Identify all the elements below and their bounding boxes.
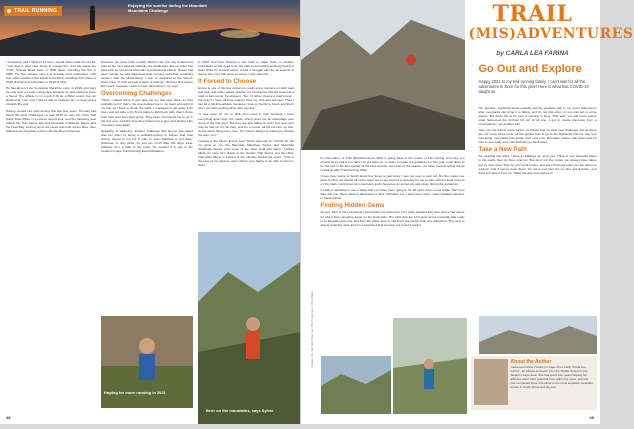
left-column-1 [6,60,96,410]
paragraph: It really is amazing to see a place that you have been going to for 20 years from a new angle. Don't just hike and you, these allow to backpacks in Muir, Michaels, etc. I have been there, many feasible-intensive in South Africa! [320,188,465,201]
paragraph: he first edition of Trail (Mis)Adventures 2021 is going back to the routes of trail running, and why you should all try trail if you have not yet done so. In order to make our guidance for this year, most likely to be the first in the last quarter of the race and the best start of the season, we have most amazing things to look at after Trail Running 2020. [320,156,465,173]
cliff-photo [301,0,465,150]
section-tag [4,6,62,16]
right-column-2 [479,106,597,312]
cliff-image [301,0,465,150]
subheading: It Forced to Choose [198,78,257,86]
author-photo [474,359,508,405]
title-line-1: TRAIL [492,1,573,27]
paragraph: He has also run the Comrades Marathon once, in 2019, and says he only took on such a long race because he was asked to pace a friend. The athlete is on a sub-7:30 for a 50km event, but ran finished at 7:22, and I had to wait to motivate him to keep going towards the end. [6,86,96,107]
section-heading: Go Out and Explore [478,63,582,75]
trail-image [393,318,467,414]
about-heading: About the Author [510,359,552,365]
paragraph: "It was easy for me to shift from road to trail, because I have everything apart from the roads, which gives me an advantage over some of the trail guys. But they are also different, and I just now can't only do trail run for the start, and I'm a runner, all the rest are my feet, do the same thing every race. So I had to adapt my training to change the way I run." [198,112,294,137]
middle-photo-caption: Hoping for more running in 2021 [104,390,166,395]
photo-credit [307,250,313,370]
paragraph: "When I talked them to just give me my last race back, as they probably won't" that's, the one doubled me in my heart and eight in my feet so I liked to check the walls. I managed to get away from there and am able to try find a place to fight back with, then I chose from their and then kept going. They have not helped me to go in the line and, and this time they picked out a gym and finished the mountain route again. [101,98,193,127]
section-tag-label: TRAIL RUNNING [14,8,58,14]
paragraph: However, he came back in early 2020 to win the City Koftenorms race at the next attempt. Actually, the challenges Emme writer this past year as I personal Mountain a professional athlete. Braver has been mental, he was diagnosed after running more than a training session near the Muizenberg. I was so skeptical at the fear-of-heart pops. "It took at least a week of training", Rodney he's had to kill myself, because I want to hear something in my legs". [101,60,193,89]
mountain-view-image [479,316,597,354]
byline: by CARLA LEA FARINA [496,50,569,57]
paragraph: Emme is one of the few runners to really enjoy success on both road and trail, and when asked whether he considered himself foremost a road or trail runner, he answers, "No, I'd rather choose a road runner - but only if I have all time support from my club and sponsor. Then I can be a full-time athlete, because I love my family to bond, and that's why I am also working while also running." [198,86,294,111]
mountain-view-photo [479,316,597,354]
paragraph: So, heading into 2021, I have a challenge for all of you. Think of your favourite place in the world, then go there and run. But don't run the routes you always have taken but try new ones. Stop by your local routes, and even find new ones you are about to explore. And if you've been there, it's not a new trail but Go Out and Explore, and don't just take it from me. Make the day and explore it! [478,154,597,175]
about-author-box [471,356,597,410]
mountain-runner-photo [198,232,300,424]
trail-photo [393,318,467,414]
mountain-image [198,232,300,424]
valley-photo [321,356,391,414]
page-number-left: 48 [6,415,11,420]
subheading: Take a New Path [478,146,527,154]
paragraph: Looking to the future, Emme says "Much depends on COVID-19, but my aims to run the Mountain Marathon Series and Mountain Challenge Series, plus some of the other local trail races." Further afield, he says he's drawn to the Golden Trail Series, but the Ultra-Trail Mont Blanc in France is the ultimate bucket list event. "That is the race of my dreams, and I will be very happy to be able to trail run there." [198,138,294,168]
paragraph: Oh, genuine, exploring areas possibly are the greatest step in my eyes! Adventures after mountains can bring it to hiking, and it's not that often, or one can get to some places. But that's the to be part of running in busy. That said, you will never guess what happened the furthest bit out of all one, I got to desire someone from a mountainbar - yet another trail. [478,106,597,127]
paragraph: I competed, and I think it's for that, I would have made the top 10. I lost that in your race being in Congerrom, and the starts are "Holt". Sinitaal Road Runs in 1995 place, including the first in 2006. He Tom Greene race it to actually most impressive, with four other medals in the aQuill Lead 2018, including 27th place in 2018 (5,012) and 13th place in 2019 (4,591). [6,60,96,85]
about-text: Carla-Lea Farina ("Cella") is Cape Point Holly "Carla Lea Farina", an Athlete at Coach from the Middle School in the Western Cape area. She has spent four years helping her athletes reach their potential from within the sport, and she has completed three trail ultras in the most exquisite, beautiful terrain in South Africa and beyond. [510,365,593,389]
paragraph: in 2018, and then finished a role back to Cape Town. In another emphasize on the need to be the start to something anything having a deal! What for a worth about. It was a struggle also for all aspects of racing, the ones that were so many on the start line. [198,60,294,77]
subheading: Overcoming Challenges [101,90,172,98]
subheading: Finding Hidden Gems [320,202,385,210]
left-column-3 [198,60,294,230]
article-title [468,1,634,43]
left-page [0,0,301,424]
right-page [301,0,634,424]
tag-dot-icon [7,9,11,13]
paragraph: Speaking of widening, another challenge that Emme has faced was her effort to being a software-getting to trainer, and trust racing, forced to run the 2 mile, or even Matthew to put them. Whereas, in July 2019, he just ran north after the day's treat-pathway he's a fake in the track. He needed it to get to the Southern Cape Trail Running Event Marathon. [101,128,193,153]
paragraph: So yes, Muir is full of amazing opportunities for adventure but I have avoided that race now a bad sense for about three amazing areas on the local trails. The trails that are a bit quiet and a mountain that really is so beautiful and only, and then the place and I'm still find it way better than any adventure. The cave is all just amazing route and I'm a surprised that we have not found it earlier. [320,210,465,227]
top-photo-caption: Enjoying the sunrise during the Mountain Mountains Challenge [128,3,207,13]
page-number-right: 49 [589,415,594,420]
paragraph: I have been going to South about four times a year since I was not even a year old. But the reason we have for this, we should all of the ways out to see that it's a perfectly for me to stay with the local runners on the trails, running across mountains and it becomes an extremely safe place during the pandemic. [320,174,465,187]
valley-image [321,356,391,414]
bottom-photo-caption: Brrrr on the mountains, says Sylvie [206,408,274,413]
paragraph: Having moved into trail running this last few years, Thomas has found 69 extra challenges, in late 2018 he won the Ultra Trail Cape Town 35km in a course record time, and the following year added the Trail Series title and Mountain Challenge Series and the Hout Bay, winning all of the races and both series titles, then added a second place in the multi-day Beyond Stones. [6,108,96,133]
photo-credit-text: Images: Mr. Sheridan Gorsha, Phil Jongmans, Nick Wittel [309,291,314,368]
title-line-2: (MIS)ADVENTURES [468,26,634,42]
intro-text: Happy 2021 to my trail running family. I can't wait for all the adventures in store for this year! Here is what has COVID-19 taught us. [478,79,589,95]
paragraph: Now, Oh, the trail to some winter, no choice and no other real challenge, but as there are not many times tents, all the guides how to go to the highlands that we stay one trail going, somebody has gotten their own cool. Mountain Vredes with Ryan and it's nice to see really and I will definitely go back there. [478,128,597,145]
